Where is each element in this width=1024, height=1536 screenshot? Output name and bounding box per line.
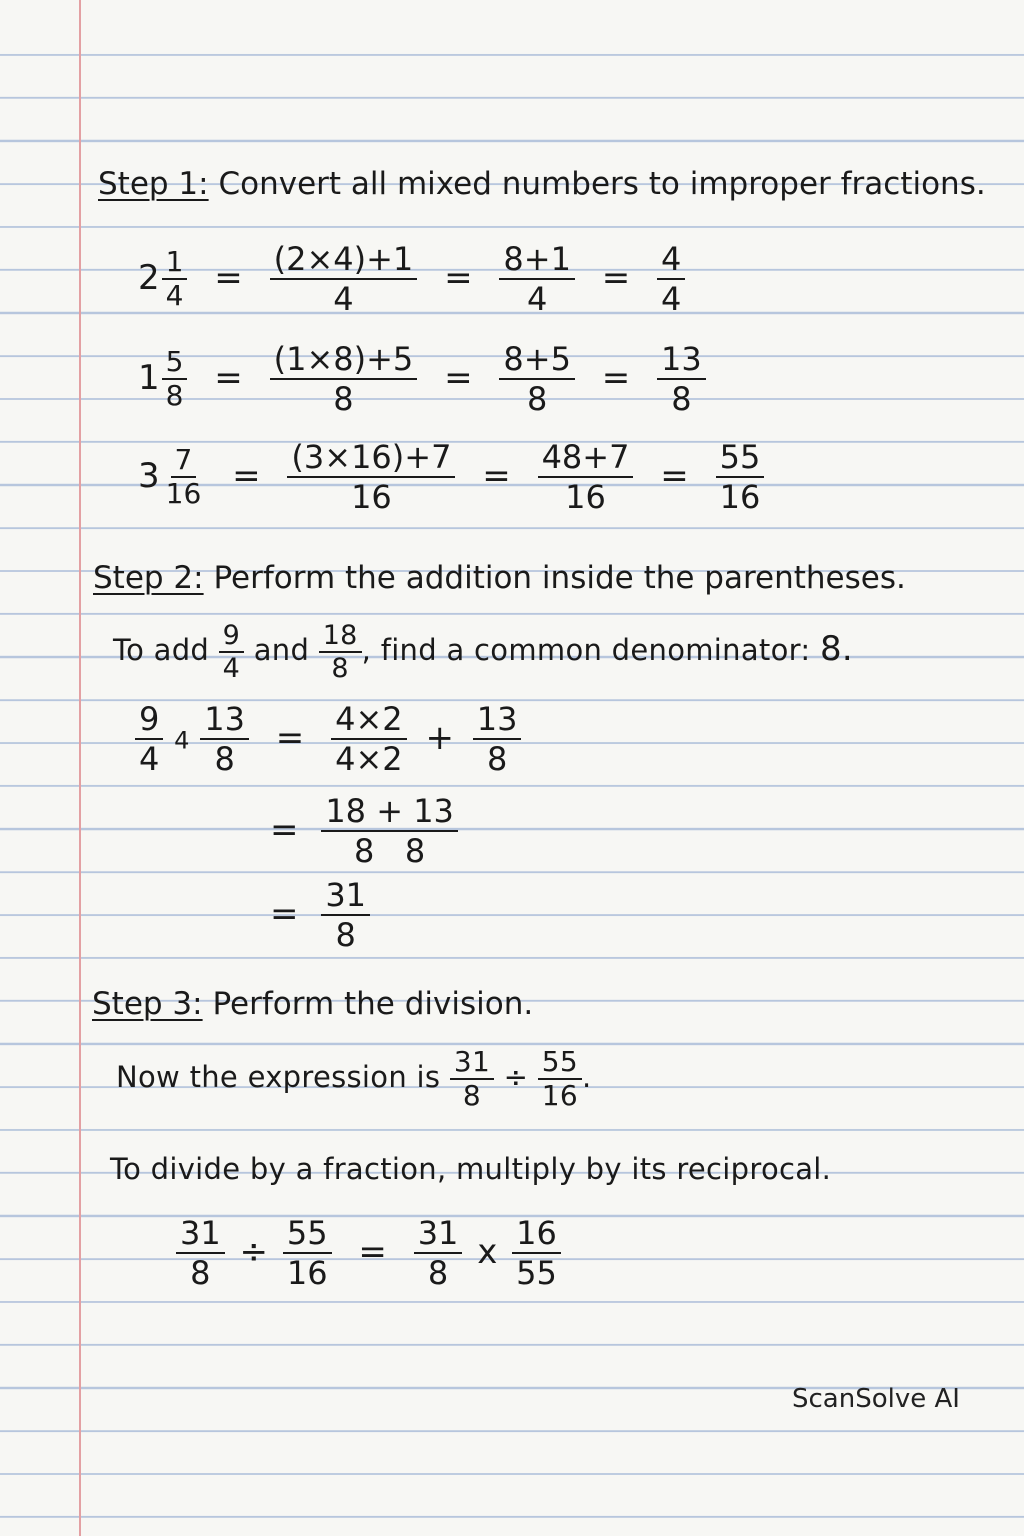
step2-label: Step 2: — [93, 560, 204, 596]
equals-sign: = — [444, 257, 473, 298]
result-fraction: $\frac{55}{16}$ — [716, 438, 765, 516]
equals-sign: = — [444, 357, 473, 398]
sum-fraction: $\frac{8+5}{8}$ — [499, 340, 575, 418]
step3-expression-line — [116, 1046, 592, 1112]
step2-equation-1 — [135, 700, 521, 778]
fraction: $\frac{13}{8}$ — [200, 700, 249, 778]
operator: 4 — [174, 726, 190, 755]
fraction: $\frac{18 + 13}{8 8}$ — [321, 792, 458, 870]
common-denominator: 8. — [819, 629, 853, 669]
margin-line — [79, 0, 81, 1536]
result-fraction: $\frac{13}{8}$ — [657, 340, 706, 418]
step2-heading — [93, 560, 906, 596]
plus-sign: + — [425, 717, 454, 758]
fraction: $\frac{9}{4}$ — [219, 620, 244, 684]
step3-reciprocal-line: To divide by a fraction, multiply by its reciprocal. — [110, 1152, 832, 1186]
equals-sign: = — [660, 455, 689, 496]
mixed-fraction: $\frac{7}{16}$ — [165, 443, 202, 510]
expanded-fraction: $\frac{(3\times 16)+7}{16}$ — [287, 438, 455, 516]
result-fraction: $\frac{4}{4}$ — [657, 240, 685, 318]
equals-sign: = — [358, 1231, 387, 1272]
mixed-whole: 2 — [138, 257, 160, 298]
mixed-fraction: $\frac{5}{8}$ — [162, 346, 188, 412]
fraction: $\frac{18}{8}$ — [319, 620, 362, 684]
line-text: Now the expression is — [116, 1060, 441, 1094]
step1-row-3 — [138, 438, 764, 516]
fraction: $\frac{55}{16}$ — [283, 1214, 332, 1292]
times-sign: x — [477, 1231, 498, 1272]
line-text: , find a common denominator: — [361, 633, 811, 667]
fraction: $\frac{31}{8}$ — [321, 876, 370, 954]
step2-equation-3 — [270, 876, 370, 954]
sum-fraction: $\frac{8+1}{4}$ — [499, 240, 575, 318]
fraction: $\frac{13}{8}$ — [473, 700, 522, 778]
step1-row-2 — [138, 340, 706, 418]
fraction: $\frac{9}{4}$ — [135, 700, 163, 778]
sum-fraction: $\frac{48+7}{16}$ — [538, 438, 634, 516]
fraction: $\frac{31}{8}$ — [450, 1046, 494, 1112]
mixed-whole: 1 — [138, 357, 160, 398]
expanded-fraction: $\frac{(2\times 4)+1}{4}$ — [270, 240, 418, 318]
fraction: $\frac{31}{8}$ — [414, 1214, 463, 1292]
equals-sign: = — [270, 893, 299, 934]
mixed-whole: 3 — [138, 455, 160, 496]
step1-row-1 — [138, 240, 685, 318]
step3-text: Perform the division. — [212, 986, 534, 1022]
line-text: To add — [113, 633, 210, 667]
line-text: and — [253, 633, 310, 667]
step1-text: Convert all mixed numbers to improper fractions. — [218, 166, 986, 202]
step3-final-equation — [176, 1214, 561, 1292]
equals-sign: = — [214, 357, 243, 398]
step1-heading — [98, 166, 986, 202]
step3-heading — [92, 986, 533, 1022]
divide-sign: ÷ — [239, 1231, 269, 1272]
expanded-fraction: $\frac{(1\times 8)+5}{8}$ — [270, 340, 418, 418]
step2-common-denominator-line — [113, 620, 853, 684]
equals-sign: = — [270, 809, 299, 850]
equals-sign: = — [214, 257, 243, 298]
signature: ScanSolve AI — [792, 1384, 960, 1414]
equals-sign: = — [601, 357, 631, 398]
period: . — [581, 1060, 592, 1094]
step2-equation-2 — [270, 792, 458, 870]
equals-sign: = — [482, 455, 511, 496]
fraction: $\frac{16}{55}$ — [512, 1214, 561, 1292]
fraction: $\frac{55}{16}$ — [538, 1046, 582, 1112]
step2-text: Perform the addition inside the parentheses. — [213, 560, 906, 596]
step3-label: Step 3: — [92, 986, 203, 1022]
divide-sign: ÷ — [503, 1060, 529, 1094]
equals-sign: = — [232, 455, 261, 496]
equals-sign: = — [275, 717, 305, 758]
fraction: $\frac{31}{8}$ — [176, 1214, 225, 1292]
step1-label: Step 1: — [98, 166, 209, 202]
equals-sign: = — [601, 257, 631, 298]
mixed-fraction: $\frac{1}{4}$ — [162, 246, 188, 312]
fraction: $\frac{4\times 2}{4\times 2}$ — [331, 700, 407, 778]
